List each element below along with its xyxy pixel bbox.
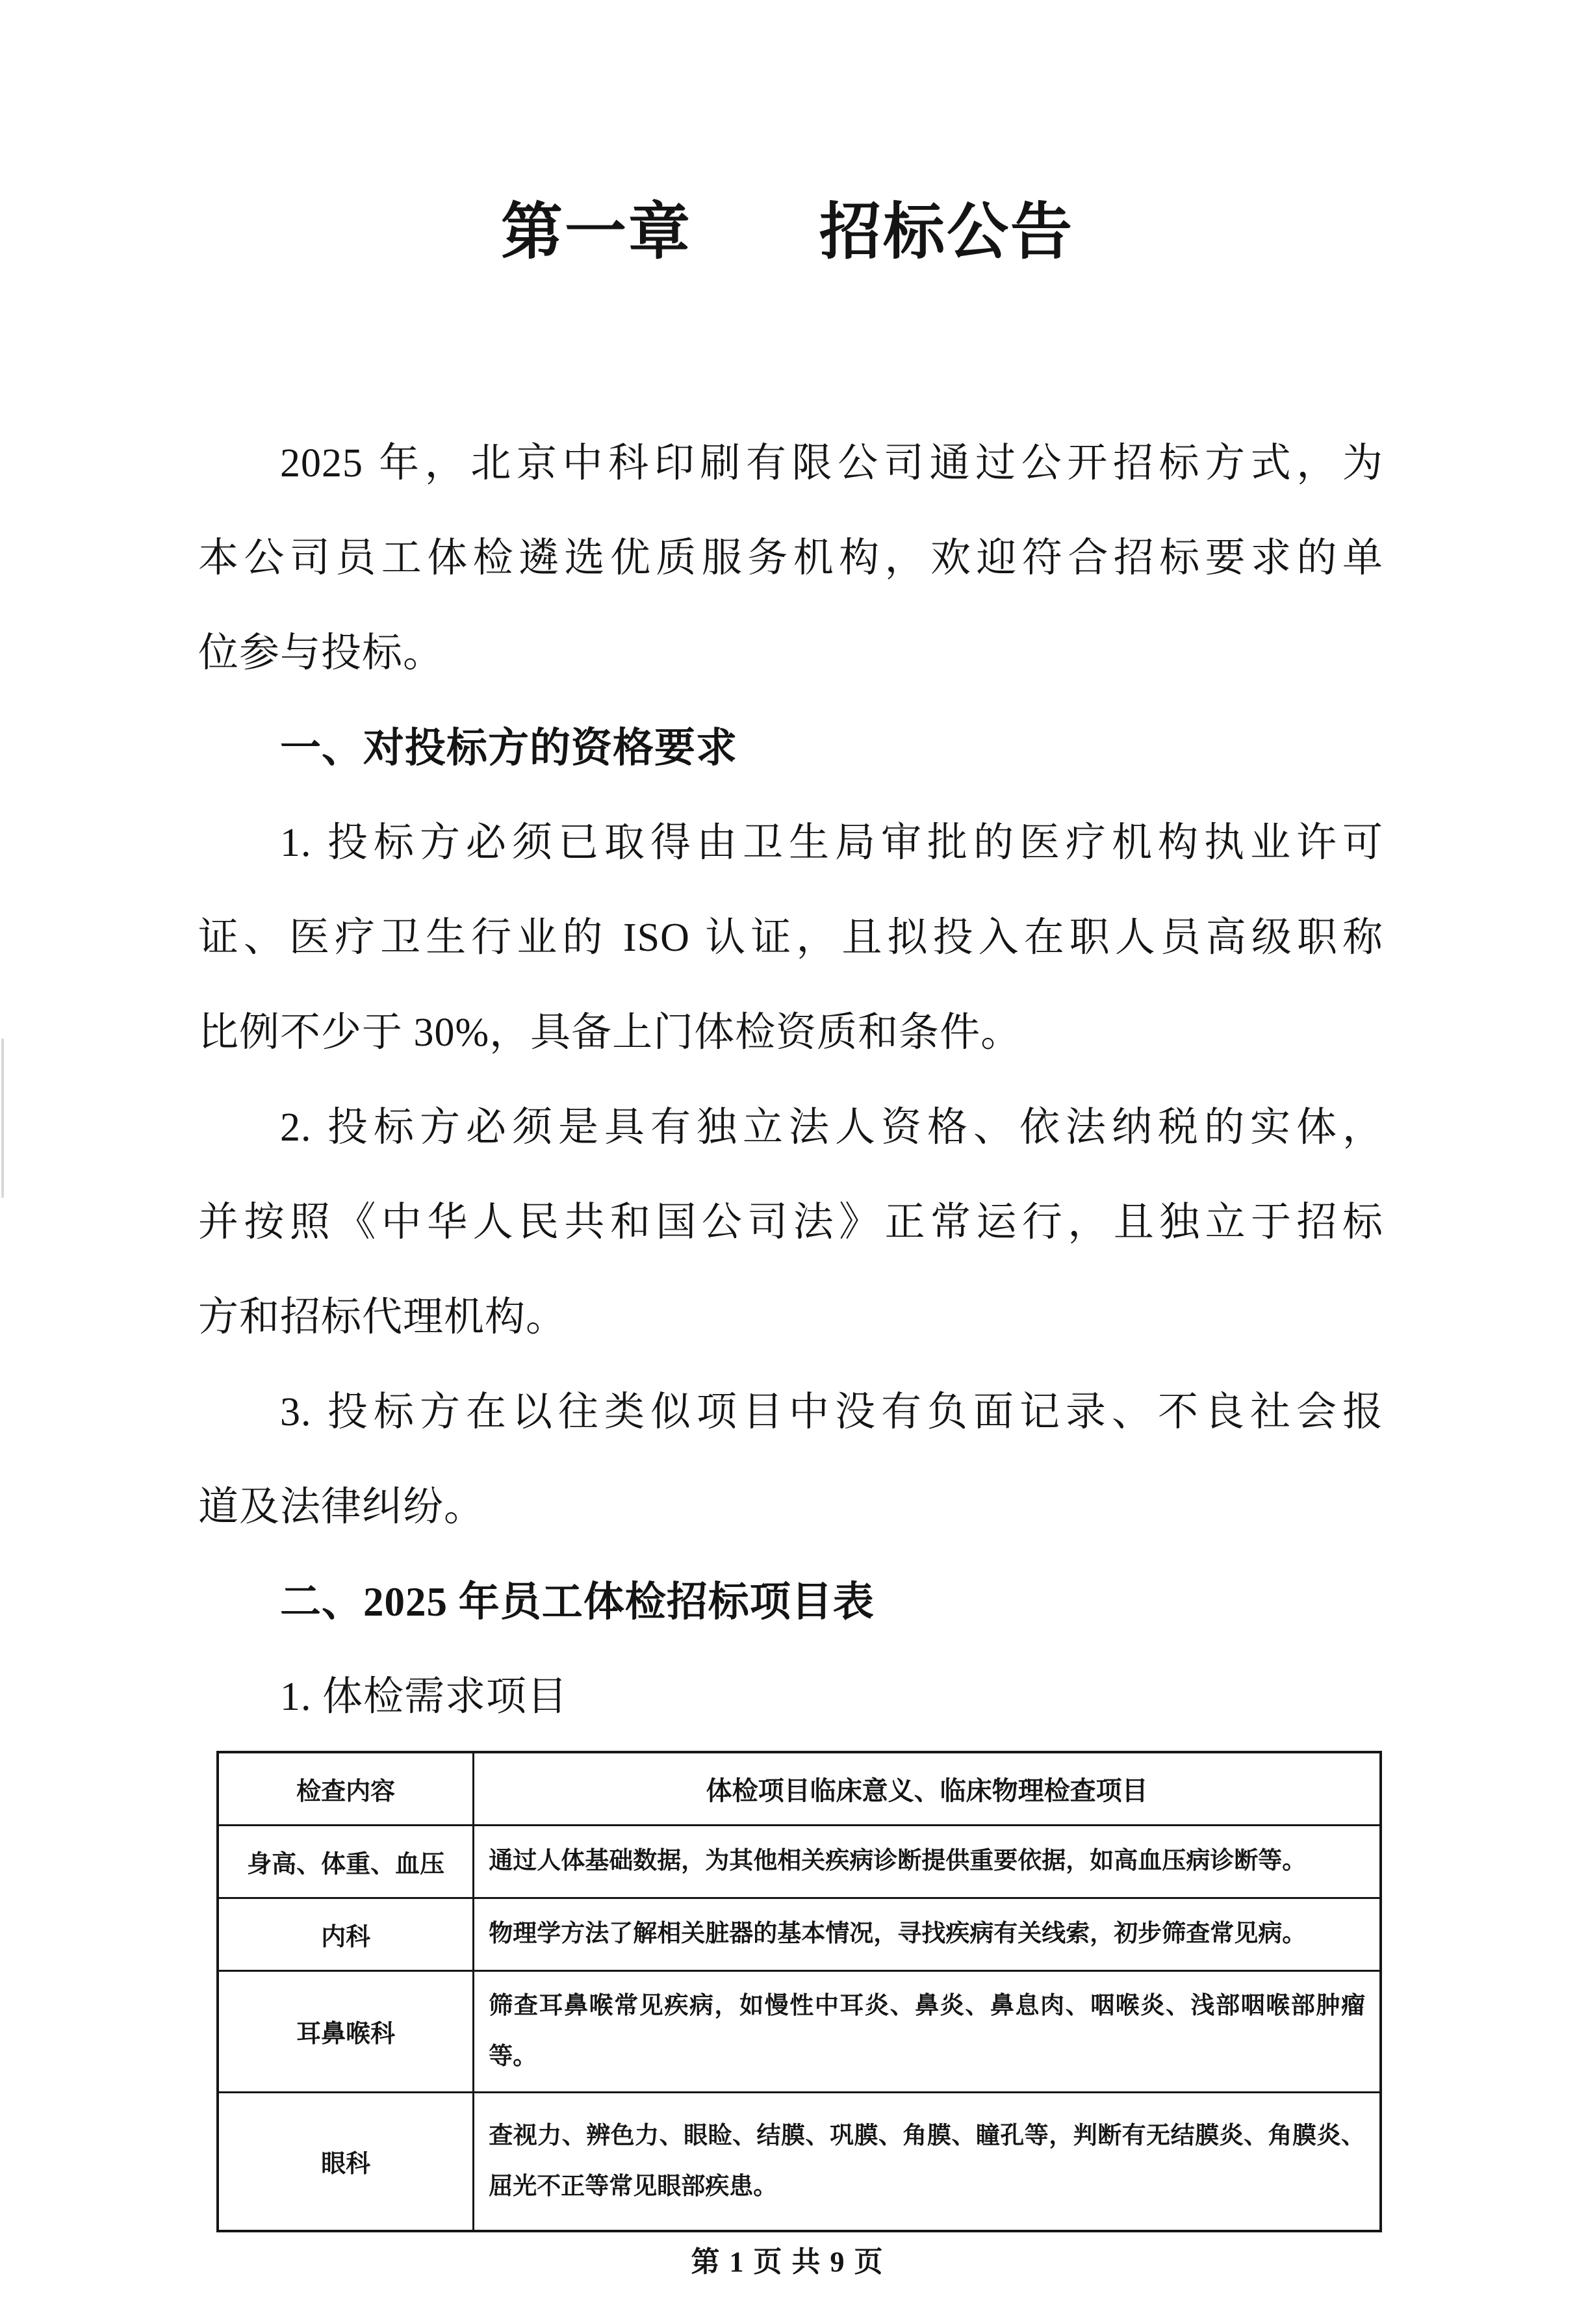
paragraph-line: 并按照《中华人民共和国公司法》正常运行，且独立于招标	[198, 1200, 1383, 1245]
paragraph-line: 本公司员工体检遴选优质服务机构，欢迎符合招标要求的单	[198, 536, 1383, 580]
desc-line: 屈光不正等常见眼部疾患。	[489, 2173, 778, 2200]
exam-item-cell: 内科	[218, 1898, 474, 1970]
paragraph-line: 位参与投标。	[198, 631, 444, 675]
document-body	[198, 416, 1383, 2232]
exam-item-cell: 耳鼻喉科	[218, 1970, 474, 2092]
exam-desc-cell	[474, 1825, 1381, 1898]
table-header-row	[218, 1752, 1381, 1825]
table-row	[218, 2092, 1381, 2231]
table-header-cell: 检查内容	[218, 1752, 474, 1825]
paragraph-line: 1. 投标方必须已取得由卫生局审批的医疗机构执业许可	[280, 821, 1383, 865]
page-footer: 第 1 页 共 9 页	[691, 2246, 884, 2278]
document-title: 第一章 招标公告	[500, 198, 1074, 266]
exam-desc-cell	[474, 1970, 1381, 2092]
table-row	[218, 1970, 1381, 2092]
section-heading-2: 二、2025 年员工体检招标项目表	[280, 1579, 875, 1625]
table-row	[218, 1898, 1381, 1970]
desc-line: 等。	[489, 2043, 537, 2070]
desc-line: 物理学方法了解相关脏器的基本情况，寻找疾病有关线索，初步筛查常见病。	[489, 1920, 1307, 1947]
paragraph-line: 2. 投标方必须是具有独立法人资格、依法纳税的实体，	[280, 1105, 1383, 1150]
sub-heading: 1. 体检需求项目	[280, 1675, 569, 1719]
paragraph-line: 3. 投标方在以往类似项目中没有负面记录、不良社会报	[280, 1390, 1383, 1434]
desc-line: 通过人体基础数据，为其他相关疾病诊断提供重要依据，如高血压病诊断等。	[489, 1848, 1307, 1874]
table-row	[218, 1825, 1381, 1898]
paragraph-line: 证、医疗卫生行业的 ISO 认证，且拟投入在职人员高级职称	[198, 916, 1383, 960]
exam-desc-cell	[474, 2092, 1381, 2231]
table-header-cell: 体检项目临床意义、临床物理检查项目	[474, 1752, 1381, 1825]
exam-items-table	[216, 1751, 1382, 2232]
paragraph-line: 比例不少于 30%，具备上门体检资质和条件。	[198, 1011, 1022, 1055]
paragraph-line: 方和招标代理机构。	[198, 1295, 567, 1339]
paragraph-line: 道及法律纠纷。	[198, 1485, 485, 1529]
desc-line: 筛查耳鼻喉常见疾病，如慢性中耳炎、鼻炎、鼻息肉、咽喉炎、浅部咽喉部肿瘤	[489, 1992, 1365, 2019]
exam-item-cell: 眼科	[218, 2092, 474, 2231]
desc-line: 查视力、辨色力、眼睑、结膜、巩膜、角膜、瞳孔等，判断有无结膜炎、角膜炎、	[489, 2122, 1365, 2149]
section-heading-1: 一、对投标方的资格要求	[280, 725, 737, 771]
exam-item-cell: 身高、体重、血压	[218, 1825, 474, 1898]
exam-desc-cell	[474, 1898, 1381, 1970]
paragraph-line: 2025 年，北京中科印刷有限公司通过公开招标方式，为	[280, 441, 1383, 485]
scan-artifact-line	[1, 1039, 4, 1198]
